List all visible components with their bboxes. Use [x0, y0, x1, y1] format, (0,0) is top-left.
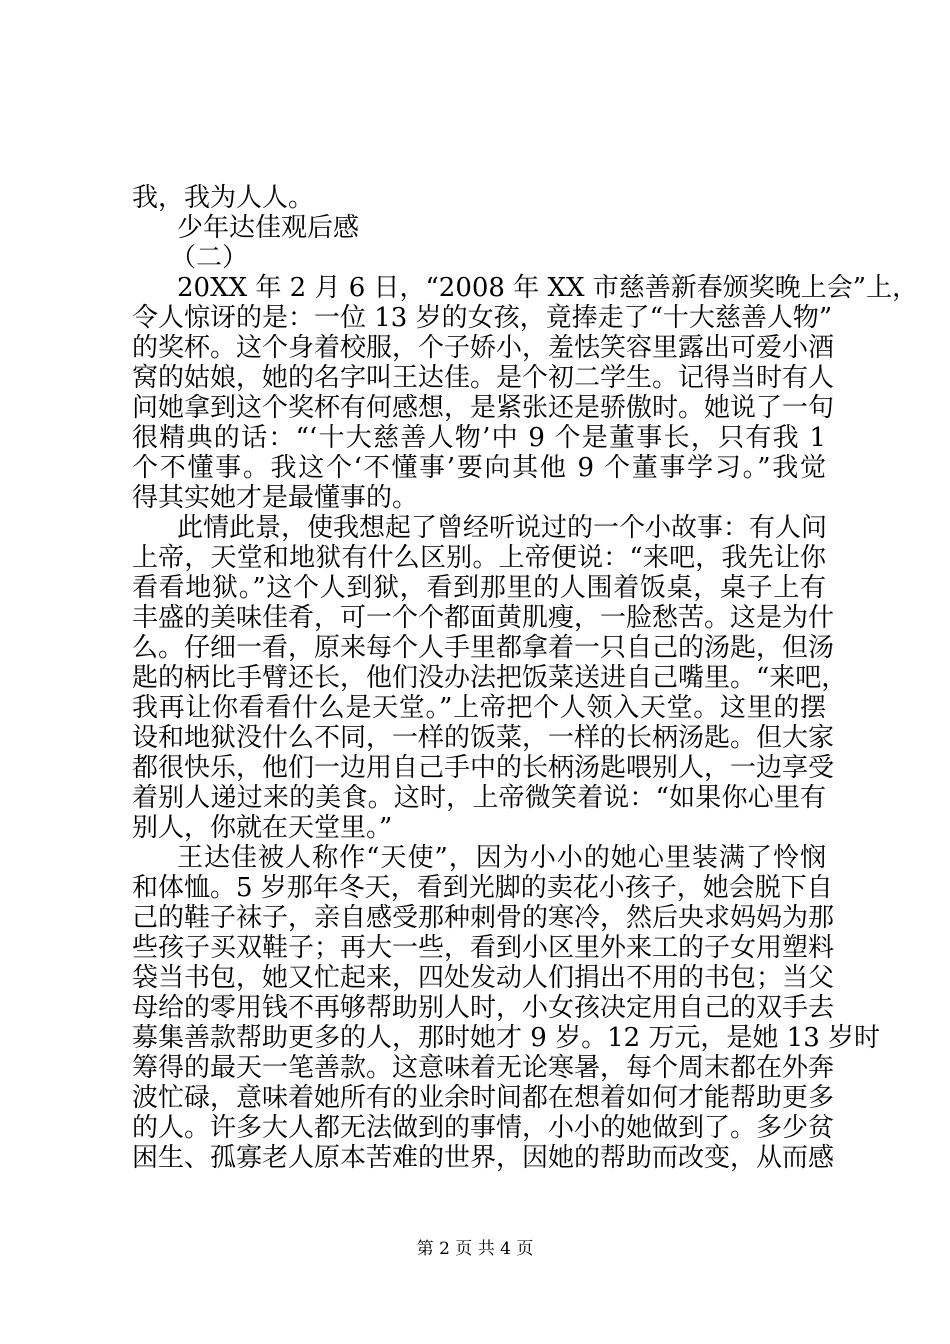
text-line: 匙的柄比手臂还长，他们没办法把饭菜送进自己嘴里。“来吧， — [132, 663, 848, 693]
paragraph-first-line: 20XX 年 2 月 6 日，“2008 年 XX 市慈善新春颁奖晚上会”上， — [177, 273, 919, 303]
text-line: 别人，你就在天堂里。” — [132, 813, 393, 843]
text-line: 我再让你看看什么是天堂。”上帝把个人领入天堂。这里的摆 — [132, 693, 826, 723]
text-line: 我，我为人人。 — [132, 183, 315, 213]
text-line: 波忙碌，意味着她所有的业余时间都在想着如何才能帮助更多 — [132, 1083, 835, 1113]
text-line: 都很快乐，他们一边用自己手中的长柄汤匙喂别人，一边享受 — [132, 753, 835, 783]
essay-title: 少年达佳观后感 — [177, 213, 360, 243]
text-line: 些孩子买双鞋子；再大一些，看到小区里外来工的子女用塑料 — [132, 933, 835, 963]
text-line: 筹得的最天一笔善款。这意味着无论寒暑，每个周末都在外奔 — [132, 1053, 835, 1083]
text-line: 上帝，天堂和地狱有什么区别。上帝便说：“来吧，我先让你 — [132, 543, 826, 573]
text-line: 的奖杯。这个身着校服，个子娇小，羞怯笑容里露出可爱小酒 — [132, 333, 835, 363]
text-line: 很精典的话：“‘十大慈善人物’中 9 个是董事长，只有我 1 — [132, 423, 826, 453]
text-line: 己的鞋子袜子，亲自感受那种刺骨的寒冷，然后央求妈妈为那 — [132, 903, 835, 933]
text-line: 丰盛的美味佳肴，可一个个都面黄肌瘦，一脸愁苦。这是为什 — [132, 603, 835, 633]
text-line: 窝的姑娘，她的名字叫王达佳。是个初二学生。记得当时有人 — [132, 363, 835, 393]
text-line: 问她拿到这个奖杯有何感想，是紧张还是骄傲时。她说了一句 — [132, 393, 835, 423]
text-line: 着别人递过来的美食。这时，上帝微笑着说：“如果你心里有 — [132, 783, 826, 813]
text-line: 困生、孤寡老人原本苦难的世界，因她的帮助而改变，从而感 — [132, 1143, 835, 1173]
text-line: 和体恤。5 岁那年冬天，看到光脚的卖花小孩子，她会脱下自 — [132, 873, 833, 903]
text-line: 得其实她才是最懂事的。 — [132, 483, 419, 513]
paragraph-first-line: 此情此景，使我想起了曾经听说过的一个小故事：有人问 — [177, 513, 828, 543]
text-line: 看看地狱。”这个人到狱，看到那里的人围着饭桌，桌子上有 — [132, 573, 826, 603]
page-footer: 第 2 页 共 4 页 — [416, 1239, 534, 1259]
text-line: 募集善款帮助更多的人，那时她才 9 岁。12 万元，是她 13 岁时 — [132, 1023, 881, 1053]
text-line: 令人惊讶的是：一位 13 岁的女孩，竟捧走了“十大慈善人物” — [132, 303, 833, 333]
text-line: 袋当书包，她又忙起来，四处发动人们捐出不用的书包；当父 — [132, 963, 835, 993]
text-line: 设和地狱没什么不同，一样的饭菜，一样的长柄汤匙。但大家 — [132, 723, 835, 753]
text-line: 么。仔细一看，原来每个人手里都拿着一只自己的汤匙，但汤 — [132, 633, 835, 663]
text-line: 母给的零用钱不再够帮助别人时，小女孩决定用自己的双手去 — [132, 993, 835, 1023]
text-line: 的人。许多大人都无法做到的事情，小小的她做到了。多少贫 — [132, 1113, 835, 1143]
section-number: （二） — [170, 243, 249, 273]
text-line: 个不懂事。我这个‘不懂事’要向其他 9 个董事学习。”我觉 — [132, 453, 826, 483]
paragraph-first-line: 王达佳被人称作“天使”，因为小小的她心里装满了怜悯 — [177, 843, 826, 873]
